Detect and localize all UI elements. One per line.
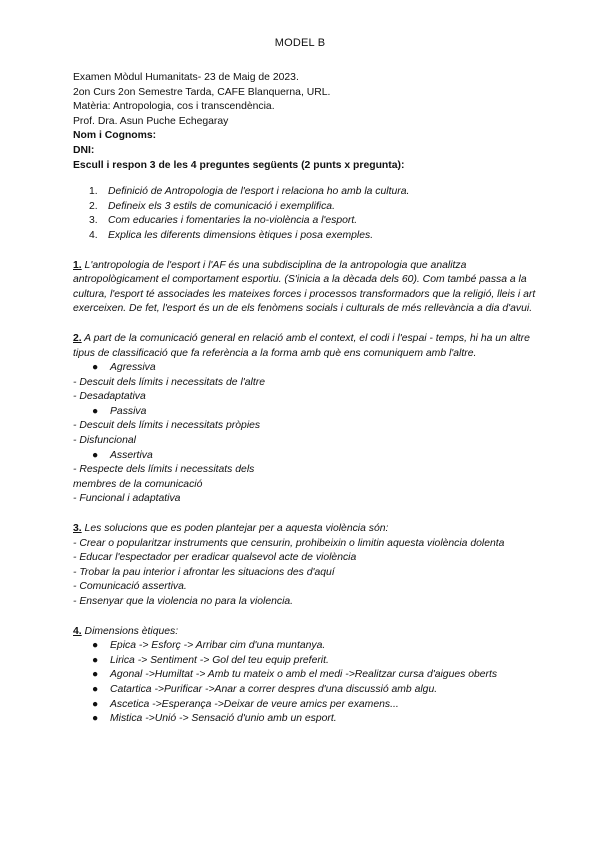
ethic-dimension-item: ● Lirica -> Sentiment -> Gol del teu equip preferit.: [73, 654, 543, 669]
bullet-icon: ●: [92, 405, 99, 417]
answer-2: 2. A part de la comunicació general en relació amb el context, el codi i l'espai - temps, hi ha un altre tipus de classificació que fa referència a la forma amb què ens comuniquem amb l'altre.: [73, 332, 530, 359]
answer-line: - Descuit dels límits i necessitats pròpies: [73, 420, 261, 432]
bullet-icon: ●: [92, 669, 99, 681]
ethic-dimension-item: ● Mistica ->Unió -> Sensació d'unio amb un esport.: [73, 712, 543, 727]
answer-1: 1. L'antropologia de l'esport i l'AF és una subdisciplina de la antropologia que analitza antropològicament el comportament esportiu. (S'inicia a la dècada dels 60). Com també passa a la cultura, l'esport té associades les mateixes forces i processos transformadors que la religió, lleis i art exerceixen. De fet, l'esport és un de els fenòmens socials i culturals de més rellevància a dia d'avui.: [73, 259, 536, 315]
answer-3: 3. Les solucions que es poden plantejar per a aquesta violència són:: [73, 523, 389, 535]
ethic-dimension-item: ● Agonal ->Humiltat -> Amb tu mateix o amb el medi ->Realitzar cursa d'aigues oberts: [73, 668, 543, 683]
bullet-icon: ●: [92, 654, 99, 666]
bullet-icon: ●: [92, 449, 99, 461]
document-body: [73, 71, 543, 727]
document-title: MODEL B: [274, 37, 326, 49]
subject-line: Matèria: Antropologia, cos i transcendència.: [73, 101, 275, 113]
answer-line: - Descuit dels límits i necessitats de l'altre: [73, 376, 265, 388]
ethic-dimension-item: ● Epica -> Esforç -> Arribar cim d'una muntanya.: [73, 639, 543, 654]
answer-line: - Funcional i adaptativa: [73, 493, 181, 505]
answer-line: - Comunicació assertiva.: [73, 581, 187, 593]
dni-label: DNI:: [73, 144, 95, 156]
bullet-icon: ●: [92, 640, 99, 652]
professor-line: Prof. Dra. Asun Puche Echegaray: [73, 115, 229, 127]
answer-line: - Disfuncional: [73, 435, 136, 447]
style-aggressive: ● Agressiva: [73, 361, 543, 376]
exam-info-line: Examen Mòdul Humanitats- 23 de Maig de 2023.: [73, 72, 299, 83]
instructions: Escull i respon 3 de les 4 preguntes següents (2 punts x pregunta):: [73, 159, 405, 171]
answer-line: - Trobar la pau interior i afrontar les situacions des d'aquí: [73, 566, 335, 578]
style-assertive: ● Assertiva: [73, 449, 543, 464]
answer-line: - Ensenyar que la violencia no para la violencia.: [73, 596, 294, 607]
question-list: [73, 185, 543, 243]
answer-line: - Desadaptativa: [73, 391, 146, 403]
bullet-icon: ●: [92, 698, 99, 710]
bullet-icon: ●: [92, 362, 99, 374]
ethic-dimension-item: ● Ascetica ->Esperança ->Deixar de veure amics per examens...: [73, 698, 543, 713]
answer-line: - Educar l'espectador per eradicar qualsevol acte de violència: [73, 552, 357, 564]
answer-line: membres de la comunicació: [73, 478, 203, 490]
question-item: 4. Explica les diferents dimensions ètiques i posa exemples.: [89, 229, 374, 241]
question-item: 3. Com educaries i fomentaries la no-violència a l'esport.: [89, 215, 358, 227]
answer-line: - Respecte dels límits i necessitats dels: [73, 464, 255, 476]
answer-line: - Crear o popularitzar instruments que censurin, prohibeixin o limitin aquesta violència dolenta: [73, 537, 505, 549]
style-passive: ● Passiva: [73, 405, 543, 420]
name-label: Nom i Cognoms:: [73, 130, 157, 142]
bullet-icon: ●: [92, 713, 99, 725]
question-item: 1. Definició de Antropologia de l'esport i relaciona ho amb la cultura.: [89, 186, 410, 198]
ethic-dimension-item: ● Catartica ->Purificar ->Anar a correr despres d'una discussió amb algu.: [73, 683, 543, 698]
course-info-line: 2on Curs 2on Semestre Tarda, CAFE Blanquerna, URL.: [73, 86, 331, 98]
question-item: 2. Defineix els 3 estils de comunicació i exemplifica.: [89, 200, 335, 212]
answer-4: 4. Dimensions ètiques:: [73, 625, 179, 637]
bullet-icon: ●: [92, 683, 99, 695]
